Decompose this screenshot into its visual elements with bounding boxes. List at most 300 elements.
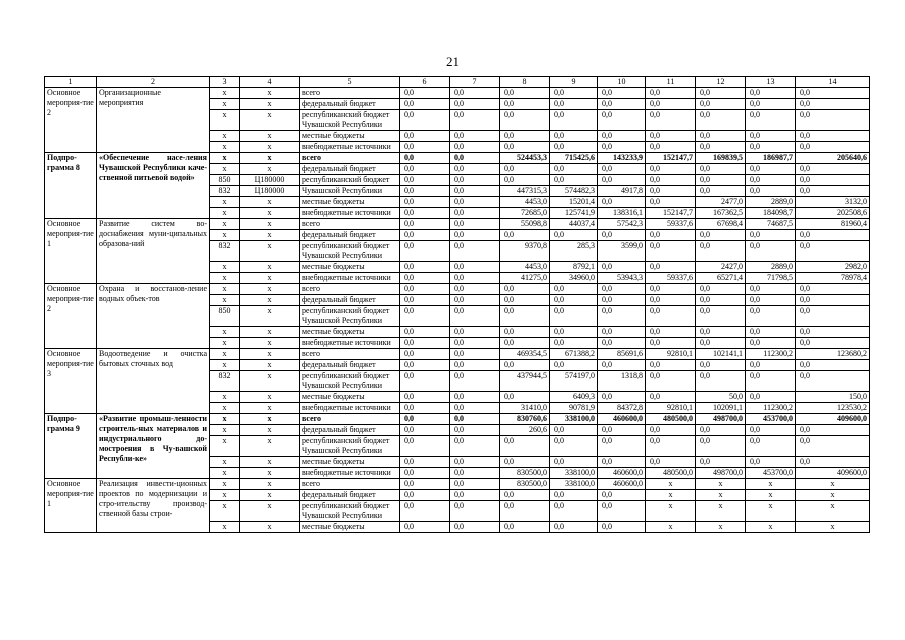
- funding-source-cell: республиканский бюджет Чувашской Республики: [300, 436, 400, 457]
- amount-cell: 0,0: [646, 230, 696, 241]
- amount-cell: 0,0: [400, 175, 450, 186]
- amount-cell: 0,0: [746, 436, 796, 457]
- budget-code-cell: х: [240, 208, 300, 219]
- amount-cell: 0,0: [450, 468, 500, 479]
- measure-type-cell: Основное мероприя-тие 1: [45, 479, 97, 533]
- measure-type-cell: Основное мероприя-тие 2: [45, 284, 97, 349]
- amount-cell: 0,0: [550, 338, 598, 349]
- amount-cell: 0,0: [400, 186, 450, 197]
- ministry-code-cell: х: [210, 88, 240, 99]
- column-number-row: [45, 77, 870, 88]
- amount-cell: 92810,1: [646, 403, 696, 414]
- amount-cell: 0,0: [796, 371, 870, 392]
- amount-cell: 0,0: [796, 131, 870, 142]
- amount-cell: 0,0: [598, 501, 646, 522]
- column-number: 9: [550, 77, 598, 88]
- amount-cell: 338100,0: [550, 414, 598, 425]
- amount-cell: 0,0: [796, 230, 870, 241]
- amount-cell: 0,0: [450, 327, 500, 338]
- amount-cell: 0,0: [400, 436, 450, 457]
- amount-cell: 0,0: [646, 262, 696, 273]
- amount-cell: 138316,1: [598, 208, 646, 219]
- amount-cell: 260,6: [500, 425, 550, 436]
- amount-cell: 0,0: [796, 142, 870, 153]
- funding-source-cell: местные бюджеты: [300, 392, 400, 403]
- amount-cell: 0,0: [696, 175, 746, 186]
- amount-cell: 0,0: [646, 88, 696, 99]
- funding-source-cell: федеральный бюджет: [300, 99, 400, 110]
- amount-cell: 0,0: [646, 295, 696, 306]
- amount-cell: 0,0: [550, 164, 598, 175]
- amount-cell: 152147,7: [646, 153, 696, 164]
- amount-cell: 0,0: [598, 327, 646, 338]
- amount-cell: 0,0: [400, 490, 450, 501]
- amount-cell: 0,0: [746, 327, 796, 338]
- amount-cell: 0,0: [796, 284, 870, 295]
- ministry-code-cell: 832: [210, 371, 240, 392]
- amount-cell: 0,0: [400, 501, 450, 522]
- amount-cell: 0,0: [550, 327, 598, 338]
- ministry-code-cell: х: [210, 153, 240, 164]
- amount-cell: 0,0: [500, 142, 550, 153]
- amount-cell: 0,0: [746, 131, 796, 142]
- amount-cell: 0,0: [400, 153, 450, 164]
- amount-cell: 0,0: [500, 490, 550, 501]
- ministry-code-cell: х: [210, 110, 240, 131]
- amount-cell: 0,0: [450, 425, 500, 436]
- amount-cell: 0,0: [746, 110, 796, 131]
- amount-cell: 0,0: [450, 241, 500, 262]
- amount-cell: 0,0: [646, 284, 696, 295]
- ministry-code-cell: х: [210, 360, 240, 371]
- amount-cell: х: [796, 479, 870, 490]
- amount-cell: 671388,2: [550, 349, 598, 360]
- amount-cell: 59337,6: [646, 219, 696, 230]
- amount-cell: 15201,4: [550, 197, 598, 208]
- amount-cell: 0,0: [550, 99, 598, 110]
- amount-cell: 4453,0: [500, 262, 550, 273]
- amount-cell: 0,0: [796, 425, 870, 436]
- table-row: [45, 88, 870, 99]
- amount-cell: 0,0: [746, 230, 796, 241]
- column-number: 8: [500, 77, 550, 88]
- budget-code-cell: х: [240, 164, 300, 175]
- amount-cell: 0,0: [796, 175, 870, 186]
- amount-cell: 0,0: [646, 131, 696, 142]
- amount-cell: 0,0: [796, 241, 870, 262]
- ministry-code-cell: х: [210, 284, 240, 295]
- ministry-code-cell: х: [210, 295, 240, 306]
- budget-code-cell: х: [240, 284, 300, 295]
- amount-cell: 0,0: [598, 284, 646, 295]
- amount-cell: 0,0: [598, 338, 646, 349]
- funding-source-cell: местные бюджеты: [300, 131, 400, 142]
- budget-code-cell: х: [240, 241, 300, 262]
- amount-cell: х: [646, 522, 696, 533]
- amount-cell: 574197,0: [550, 371, 598, 392]
- amount-cell: х: [796, 501, 870, 522]
- amount-cell: х: [696, 479, 746, 490]
- budget-code-cell: х: [240, 360, 300, 371]
- amount-cell: 0,0: [450, 175, 500, 186]
- amount-cell: 830500,0: [500, 479, 550, 490]
- amount-cell: х: [696, 501, 746, 522]
- amount-cell: 338100,0: [550, 479, 598, 490]
- amount-cell: 0,0: [500, 175, 550, 186]
- amount-cell: 0,0: [550, 295, 598, 306]
- amount-cell: 59337,6: [646, 273, 696, 284]
- ministry-code-cell: х: [210, 197, 240, 208]
- amount-cell: 0,0: [400, 197, 450, 208]
- amount-cell: 3599,0: [598, 241, 646, 262]
- amount-cell: 0,0: [400, 349, 450, 360]
- amount-cell: 90781,9: [550, 403, 598, 414]
- measure-type-cell: Подпро-грамма 9: [45, 414, 97, 479]
- funding-source-cell: республиканский бюджет Чувашской Республики: [300, 241, 400, 262]
- amount-cell: 0,0: [450, 295, 500, 306]
- amount-cell: 524453,3: [500, 153, 550, 164]
- amount-cell: 0,0: [696, 306, 746, 327]
- amount-cell: 0,0: [550, 425, 598, 436]
- amount-cell: 0,0: [450, 131, 500, 142]
- budget-code-cell: х: [240, 153, 300, 164]
- table-row: [45, 479, 870, 490]
- measure-type-cell: Основное мероприя-тие 2: [45, 88, 97, 153]
- amount-cell: 0,0: [450, 262, 500, 273]
- amount-cell: 0,0: [696, 131, 746, 142]
- budget-code-cell: х: [240, 142, 300, 153]
- amount-cell: 409600,0: [796, 468, 870, 479]
- column-number: 3: [210, 77, 240, 88]
- amount-cell: 0,0: [400, 110, 450, 131]
- measure-type-cell: Основное мероприя-тие 1: [45, 219, 97, 284]
- amount-cell: 0,0: [400, 371, 450, 392]
- column-number: 12: [696, 77, 746, 88]
- column-number: 2: [97, 77, 210, 88]
- amount-cell: 0,0: [550, 142, 598, 153]
- funding-source-cell: всего: [300, 349, 400, 360]
- amount-cell: 0,0: [450, 501, 500, 522]
- amount-cell: 0,0: [450, 490, 500, 501]
- amount-cell: 0,0: [796, 327, 870, 338]
- amount-cell: 0,0: [796, 436, 870, 457]
- amount-cell: 0,0: [796, 457, 870, 468]
- budget-code-cell: Ц180000: [240, 175, 300, 186]
- amount-cell: 74687,5: [746, 219, 796, 230]
- amount-cell: 0,0: [646, 371, 696, 392]
- amount-cell: 0,0: [450, 414, 500, 425]
- amount-cell: 0,0: [598, 131, 646, 142]
- budget-code-cell: Ц180000: [240, 186, 300, 197]
- amount-cell: 0,0: [598, 197, 646, 208]
- funding-source-cell: республиканский бюджет Чувашской Республики: [300, 371, 400, 392]
- amount-cell: 0,0: [400, 99, 450, 110]
- budget-table: [44, 76, 870, 533]
- amount-cell: 0,0: [646, 436, 696, 457]
- amount-cell: 0,0: [450, 284, 500, 295]
- amount-cell: 0,0: [696, 284, 746, 295]
- amount-cell: 169839,5: [696, 153, 746, 164]
- amount-cell: 0,0: [500, 501, 550, 522]
- amount-cell: 0,0: [550, 436, 598, 457]
- amount-cell: х: [746, 479, 796, 490]
- ministry-code-cell: х: [210, 490, 240, 501]
- amount-cell: 0,0: [550, 522, 598, 533]
- amount-cell: 0,0: [696, 88, 746, 99]
- column-number: 13: [746, 77, 796, 88]
- amount-cell: 167362,5: [696, 208, 746, 219]
- amount-cell: 0,0: [450, 186, 500, 197]
- amount-cell: 0,0: [550, 175, 598, 186]
- table-body: [45, 77, 870, 533]
- amount-cell: х: [646, 501, 696, 522]
- amount-cell: 0,0: [550, 306, 598, 327]
- amount-cell: 0,0: [500, 306, 550, 327]
- ministry-code-cell: х: [210, 99, 240, 110]
- amount-cell: 2889,0: [746, 262, 796, 273]
- amount-cell: 0,0: [500, 392, 550, 403]
- amount-cell: 0,0: [696, 110, 746, 131]
- amount-cell: 0,0: [646, 392, 696, 403]
- amount-cell: 2889,0: [746, 197, 796, 208]
- funding-source-cell: федеральный бюджет: [300, 490, 400, 501]
- amount-cell: 453700,0: [746, 414, 796, 425]
- funding-source-cell: федеральный бюджет: [300, 230, 400, 241]
- amount-cell: 0,0: [500, 338, 550, 349]
- amount-cell: 0,0: [450, 306, 500, 327]
- amount-cell: 0,0: [598, 88, 646, 99]
- column-number: 10: [598, 77, 646, 88]
- amount-cell: 0,0: [400, 230, 450, 241]
- amount-cell: 2477,0: [696, 197, 746, 208]
- ministry-code-cell: х: [210, 522, 240, 533]
- funding-source-cell: внебюджетные источники: [300, 338, 400, 349]
- table-row: [45, 219, 870, 230]
- amount-cell: 0,0: [500, 230, 550, 241]
- budget-code-cell: х: [240, 99, 300, 110]
- amount-cell: 460600,0: [598, 414, 646, 425]
- funding-source-cell: Чувашской Республики: [300, 186, 400, 197]
- ministry-code-cell: х: [210, 414, 240, 425]
- amount-cell: 0,0: [696, 241, 746, 262]
- budget-code-cell: х: [240, 295, 300, 306]
- amount-cell: 112300,2: [746, 403, 796, 414]
- funding-source-cell: местные бюджеты: [300, 522, 400, 533]
- amount-cell: 460600,0: [598, 479, 646, 490]
- budget-code-cell: х: [240, 306, 300, 327]
- amount-cell: 460600,0: [598, 468, 646, 479]
- budget-code-cell: х: [240, 262, 300, 273]
- funding-source-cell: всего: [300, 88, 400, 99]
- funding-source-cell: местные бюджеты: [300, 457, 400, 468]
- amount-cell: 0,0: [500, 164, 550, 175]
- budget-code-cell: х: [240, 219, 300, 230]
- amount-cell: 338100,0: [550, 468, 598, 479]
- budget-code-cell: х: [240, 403, 300, 414]
- amount-cell: 480500,0: [646, 468, 696, 479]
- amount-cell: 0,0: [500, 522, 550, 533]
- amount-cell: 184098,7: [746, 208, 796, 219]
- amount-cell: 34960,0: [550, 273, 598, 284]
- ministry-code-cell: х: [210, 349, 240, 360]
- amount-cell: 0,0: [450, 457, 500, 468]
- amount-cell: 0,0: [450, 230, 500, 241]
- amount-cell: 31410,0: [500, 403, 550, 414]
- amount-cell: 0,0: [550, 490, 598, 501]
- amount-cell: 202508,6: [796, 208, 870, 219]
- amount-cell: 0,0: [646, 142, 696, 153]
- funding-source-cell: федеральный бюджет: [300, 295, 400, 306]
- amount-cell: 0,0: [450, 273, 500, 284]
- amount-cell: 0,0: [550, 360, 598, 371]
- amount-cell: 0,0: [646, 360, 696, 371]
- funding-source-cell: всего: [300, 479, 400, 490]
- amount-cell: 0,0: [550, 501, 598, 522]
- amount-cell: 0,0: [400, 522, 450, 533]
- funding-source-cell: республиканский бюджет Чувашской Республики: [300, 306, 400, 327]
- amount-cell: 0,0: [796, 360, 870, 371]
- amount-cell: 0,0: [550, 88, 598, 99]
- amount-cell: 41275,0: [500, 273, 550, 284]
- amount-cell: 0,0: [550, 230, 598, 241]
- budget-code-cell: х: [240, 490, 300, 501]
- amount-cell: 0,0: [646, 338, 696, 349]
- funding-source-cell: всего: [300, 414, 400, 425]
- amount-cell: 0,0: [796, 295, 870, 306]
- amount-cell: 150,0: [796, 392, 870, 403]
- table-row: [45, 414, 870, 425]
- amount-cell: 0,0: [646, 186, 696, 197]
- funding-source-cell: всего: [300, 153, 400, 164]
- amount-cell: 0,0: [746, 241, 796, 262]
- amount-cell: х: [646, 479, 696, 490]
- amount-cell: х: [746, 501, 796, 522]
- amount-cell: х: [696, 490, 746, 501]
- budget-code-cell: х: [240, 88, 300, 99]
- amount-cell: 0,0: [598, 110, 646, 131]
- ministry-code-cell: х: [210, 338, 240, 349]
- column-number: 11: [646, 77, 696, 88]
- funding-source-cell: внебюджетные источники: [300, 273, 400, 284]
- amount-cell: 0,0: [746, 306, 796, 327]
- amount-cell: 0,0: [400, 360, 450, 371]
- amount-cell: 0,0: [746, 99, 796, 110]
- amount-cell: 0,0: [598, 99, 646, 110]
- funding-source-cell: внебюджетные источники: [300, 142, 400, 153]
- ministry-code-cell: х: [210, 208, 240, 219]
- amount-cell: 92810,1: [646, 349, 696, 360]
- amount-cell: 123680,2: [796, 349, 870, 360]
- amount-cell: 437944,5: [500, 371, 550, 392]
- amount-cell: 0,0: [450, 522, 500, 533]
- ministry-code-cell: 832: [210, 241, 240, 262]
- table-row: [45, 153, 870, 164]
- amount-cell: 72685,0: [500, 208, 550, 219]
- amount-cell: 55098,8: [500, 219, 550, 230]
- amount-cell: х: [646, 490, 696, 501]
- amount-cell: 0,0: [598, 295, 646, 306]
- amount-cell: 6409,3: [550, 392, 598, 403]
- amount-cell: 0,0: [696, 371, 746, 392]
- amount-cell: 830760,6: [500, 414, 550, 425]
- amount-cell: 0,0: [450, 110, 500, 131]
- amount-cell: 0,0: [696, 436, 746, 457]
- budget-code-cell: х: [240, 327, 300, 338]
- amount-cell: 0,0: [746, 284, 796, 295]
- column-number: 14: [796, 77, 870, 88]
- measure-name-cell: Развитие систем во-доснабжения муни-ципальных образова-ний: [97, 219, 210, 284]
- amount-cell: 0,0: [646, 175, 696, 186]
- amount-cell: х: [796, 490, 870, 501]
- amount-cell: 0,0: [450, 88, 500, 99]
- ministry-code-cell: х: [210, 164, 240, 175]
- amount-cell: 0,0: [400, 327, 450, 338]
- amount-cell: 0,0: [450, 479, 500, 490]
- funding-source-cell: местные бюджеты: [300, 327, 400, 338]
- amount-cell: 453700,0: [746, 468, 796, 479]
- amount-cell: 0,0: [450, 349, 500, 360]
- amount-cell: 0,0: [400, 468, 450, 479]
- amount-cell: 715425,6: [550, 153, 598, 164]
- amount-cell: х: [746, 490, 796, 501]
- amount-cell: 0,0: [796, 99, 870, 110]
- ministry-code-cell: 850: [210, 306, 240, 327]
- amount-cell: 0,0: [696, 164, 746, 175]
- ministry-code-cell: х: [210, 219, 240, 230]
- amount-cell: 0,0: [696, 230, 746, 241]
- amount-cell: 0,0: [500, 295, 550, 306]
- ministry-code-cell: х: [210, 273, 240, 284]
- amount-cell: 0,0: [450, 219, 500, 230]
- amount-cell: 0,0: [598, 262, 646, 273]
- amount-cell: 8792,1: [550, 262, 598, 273]
- ministry-code-cell: х: [210, 457, 240, 468]
- amount-cell: 0,0: [400, 338, 450, 349]
- amount-cell: 0,0: [598, 164, 646, 175]
- amount-cell: 152147,7: [646, 208, 696, 219]
- amount-cell: 447315,3: [500, 186, 550, 197]
- amount-cell: 0,0: [746, 360, 796, 371]
- amount-cell: 574482,3: [550, 186, 598, 197]
- amount-cell: 0,0: [550, 457, 598, 468]
- amount-cell: 0,0: [450, 164, 500, 175]
- amount-cell: 2427,0: [696, 262, 746, 273]
- amount-cell: 0,0: [796, 306, 870, 327]
- amount-cell: 112300,2: [746, 349, 796, 360]
- amount-cell: 81960,4: [796, 219, 870, 230]
- ministry-code-cell: х: [210, 436, 240, 457]
- amount-cell: 44037,4: [550, 219, 598, 230]
- funding-source-cell: внебюджетные источники: [300, 468, 400, 479]
- amount-cell: 0,0: [598, 230, 646, 241]
- amount-cell: 4917,8: [598, 186, 646, 197]
- amount-cell: 0,0: [746, 371, 796, 392]
- amount-cell: 0,0: [450, 403, 500, 414]
- budget-code-cell: х: [240, 110, 300, 131]
- amount-cell: 0,0: [746, 338, 796, 349]
- budget-code-cell: х: [240, 425, 300, 436]
- amount-cell: 0,0: [696, 142, 746, 153]
- budget-code-cell: х: [240, 457, 300, 468]
- amount-cell: 0,0: [500, 436, 550, 457]
- amount-cell: 3132,0: [796, 197, 870, 208]
- funding-source-cell: республиканский бюджет Чувашской Республики: [300, 501, 400, 522]
- funding-source-cell: республиканский бюджет: [300, 175, 400, 186]
- ministry-code-cell: х: [210, 501, 240, 522]
- amount-cell: 0,0: [646, 110, 696, 131]
- ministry-code-cell: х: [210, 131, 240, 142]
- budget-code-cell: х: [240, 414, 300, 425]
